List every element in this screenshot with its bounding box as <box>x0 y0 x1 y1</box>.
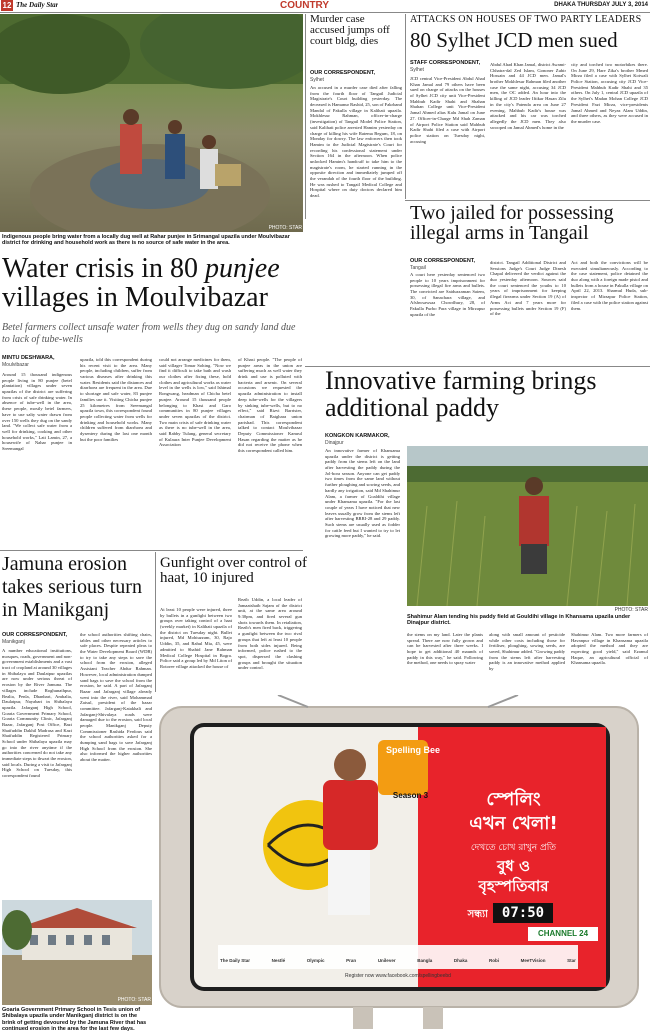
tangail-byline: OUR CORRESPONDENT, <box>410 258 476 264</box>
murder-byline: OUR CORRESPONDENT, <box>310 70 376 76</box>
jamuna-body-col2: the school authorities shifting chairs, tables and other necessary articles to safe places. Despite repeated pleas to the Water Development Board (WDB) to try to take any steps to save the school from the erosion, alleged Assistant Teacher Abdur Rahman. However, local administration dumped sand bags to save the school from the erosion, he said. A part of Jafarganj Bazar and Jafarganj village already went into the river, said Mohammad Zaisul, president of the bazar committee. Jafarganj-Katakhali and Jafarganj-Shivalaya roads were damaged due to the erosion, said local people. Manikganj Deputy Commissioner Rashida Ferdous said the school authorities asked for a dumping sand bags to save Jafarganj High School from the erosion. She also informed the higher authorities about the matter. <box>80 632 152 763</box>
page-header <box>0 0 650 13</box>
jamuna-photo <box>2 900 152 1005</box>
water-byline-block <box>2 355 72 371</box>
jamuna-byline: OUR CORRESPONDENT, <box>2 632 68 638</box>
gunfight-headline: Gunfight over control of haat, 10 injured <box>160 556 308 587</box>
jcd-kicker: ATTACKS ON HOUSES OF TWO PARTY LEADERS <box>410 14 642 25</box>
jcd-body-col2: Abdul Ahad Khan Jamal, district Awami-Chhatra-dal Zed Islam, Gononer Zubir Hossain and 44 JCD men. Jamal's brother Mokhlesur Rahman filed another case the same night, accusing 34 JCD men, the OC added. An hour into the killing of JCD leader Iftikar Hasan Zilu in the city's Patenda area on June 27 evening, Mahbub Kadir's house was attacked and his car was torched allegedly the JCD men. They also swooped on Jamal Ahmed's home in the <box>490 62 566 130</box>
murder-body: An accused in a murder case died after falling from the fourth floor of Tangail Judicial Magistrate's Court building yesterday. The deceased is Hamanur Rashid, 25, son of Fakrband Mandal of Pakulla village in Kalihati upazila. Mokhlesur Rahman, officer-in-charge (investigation) of Tangail Model Police Station, said Kalihati police arrested Hamim yesterday on charge of killing his wife Ratema Begum, 18, on Monday for dowry. The law enforcers then took Hamim to the Judicial Magistrate's Court for recording his confessional statement under Section 164 in the afternoon. When police unlocked Hamim's handcuff to take him to the magistrate's room, he started running in the opposite direction and immediately jumped off the verandah of the fourth floor of the building. He was rushed to Tangail Medical College and Hospital where on duty doctors declared him dead. <box>310 85 402 199</box>
paddy-photo-caption: Shahimur Alam tending his paddy field at Gouldihi village in Khansama upazila under Dinajpur district. <box>407 614 631 627</box>
murder-headline: Murder case accused jumps off court bldg, dies <box>310 14 390 48</box>
sponsor-4: Unilever <box>377 957 396 963</box>
col-rule-3 <box>155 552 156 692</box>
jcd-byline-block <box>410 60 485 74</box>
sponsor-6: Dhaka <box>453 957 468 963</box>
sponsor-9: Star <box>567 957 576 963</box>
murder-byline-block <box>310 70 402 84</box>
tangail-body-col1: A court here yesterday sentenced two people to 10 years imprisonment for possessing illegal fire arms and bullets. The convicted are Saiduzzaman Saiem, 30, of Sanachara village, and Afshwsawsaa Chowdhury, 28, of Pakulla Purbo Para village in Mirzapur upazila of the <box>410 272 485 317</box>
tangail-headline: Two jailed for possessing illegal arms in Tangail <box>410 203 614 245</box>
water-body-col1: Around 15 thousand indigenous people living in 80 punjee (betel plantation) villages under seven upazilas of the district are suffering from crisis of safe drinking water. In absence of tube-well in the area, these people, mostly betel farmers, have to use salty water drawn from over 150 wells they dug on the sandy land. "We collect safe water from a well for drinking, cooking and other household works," Lati Lamin, 27, a housewife of Nahar punjee in Sreemangal <box>2 372 72 451</box>
advert-channel: CHANNEL 24 <box>528 927 598 941</box>
paddy-body2-col1: the stems on my land. Later the plants spread. There are now fully grown and can be harvested after three weeks. I hope to get additional 40 maunds of paddy in this way," he said. Following the method, one needs to spray water <box>407 632 483 666</box>
advert-time: 07:50 <box>493 903 553 923</box>
water-photo-caption: Indigenous people bring water from a locally dug well at Rahar punjee in Srimangal upazila under Moulvibazar district for drinking and household work as there is no source of safe water in the area. <box>2 234 290 247</box>
paddy-photo-art <box>407 446 648 606</box>
water-headline-part1: Water crisis in 80 <box>2 255 206 284</box>
advert-time-label: সন্ধ্যা <box>467 909 488 920</box>
jamuna-photo-caption: Goaria Government Primary School in Tesis union of Shibalaya upazila under Manikganj district is on the brink of getting devoured by the Jamuna River that has continued erosion in the area for the last few days. <box>2 1007 147 1032</box>
paddy-body2-col3: Shahimur Alam. Two more farmers of Havanpur village in Khansama upazila adopted the method and they are expecting good yield," said Ezamul Haque, an agricultural official of Khansama upazila. <box>571 632 648 666</box>
jcd-body-col3: city and torched two motorbikes there. On June 29, Hare Zika's brother Mmed Mirza filed a case with Sylhet Kotwali Police Station, accusing city JCD Vice-President Mahbub Kadir Shahi and 35 others. On July 1, central JCD upazila of the Sylhet's Madan Mohan College JCD President Fazi Mirza, vice-presidents Jamal Ahmed and Neyaz Alam Uddin, and three others, as they were accused in the murder case. <box>571 62 648 124</box>
section-name: COUNTRY <box>280 0 330 11</box>
jcd-body-col1: JCD central Vice-President Abdul Ahad Khan Jamal and 79 others have been sued on charge of attacks on the houses of Sylhet JCD city unit Vice-President Mahbub Kadir Shahi and Shahan Shahan College unit Vice-President Jamal Ahmed alias Kalu Jamal on June 27. Officer-in-Charge Md Shah Zaman of Airport Police Station said Mahbub Kadir Shahi filed a case with Airport police station on Tuesday night, accusing <box>410 76 485 144</box>
paddy-photo <box>407 446 648 606</box>
col-rule-1 <box>305 14 306 219</box>
sponsor-0: The Daily Star <box>220 957 251 963</box>
paddy-headline: Innovative farming brings additional paddy <box>325 368 597 422</box>
tangail-body-col3: Act and both the convictions will be executed simultaneously. According to the case statement, police detained the duo along with a foreign made pistol and bullets from a house in Pakulla village on April 22, 2013. Sharmul Huda, sub-inspector of Mirzapur Police Station, filed a case with the police station against them. <box>571 260 648 311</box>
paddy-body-col1: An innovative farmer of Khansama upazila under the district is getting paddy from the stems left on the land after harvesting the paddy during the Jol-bora season. Anyone can get paddy two times from the same land without further ploughing and sowing seeds, and hardly any irrigation, said Md Shahimur Alam, a farmer of Goaldihi village under Khansama upazila. "For the last couple of years I have noticed that new leaves usually grow from the stems left after harvesting BRRI-28 and 29 paddy. Such stems are usually used as fodder for cattle feed but I wanted to try to let growing more paddy," he said. <box>325 448 400 539</box>
dateline: DHAKA THURSDAY JULY 3, 2014 <box>554 2 648 8</box>
sponsor-5: Bangla <box>417 957 433 963</box>
gunfight-body-col2: Rezib Uddin, a local leader of Jamaatshaib Sajam of the district unit, at the same area around 9:30pm, and fired several gun shots towards them. In retaliation, Rezib's men fired back, triggering a gunfight between the two rival groups that left at least 10 people from both sides injured. Being informed, police rushed to the spot, dispersed the clashing groups and brought the situation under control. <box>238 597 302 671</box>
advert <box>158 695 650 1036</box>
sponsor-8: MeeTVision <box>520 957 546 963</box>
advert-bengali-2: এখন খেলা! <box>469 813 558 831</box>
water-headline-italic: punjee <box>205 255 280 284</box>
murder-byline-place: Sylhet <box>310 76 324 83</box>
advert-brand[interactable]: Spelling Bee <box>385 745 440 755</box>
jamuna-photo-credit: PHOTO: STAR <box>117 997 151 1003</box>
tangail-byline-block <box>410 258 485 272</box>
jamuna-byline-block <box>2 632 72 646</box>
water-body-col3: could not arrange medicines for them, said villager Tomar Sohing. "Now we find it difficult to take bath and wash our clothes after fixing these, hold clothes and agricultural works as water level in the wells is low," said Ishimal Rongwang, headman of Chicha betel punjee. Around 15 thousand people belonging to Khasi and Garo communities in 80 punjee villages under seven upazilas of the district. Two main crisis of safe drinking water as there is no tube-well in the area, said Rabby Tulang, general secretary of Kulaura Inter Punjee Development Association <box>159 357 231 448</box>
sponsor-2: Olympic <box>306 957 325 963</box>
water-deck: Betel farmers collect unsafe water from wells they dug on sandy land due to lack of tube-wells <box>2 322 296 345</box>
advert-sponsors <box>220 953 576 967</box>
paper-name: The Daily Star <box>16 1 59 9</box>
gunfight-byline-block <box>160 598 240 606</box>
paddy-photo-credit: PHOTO: STAR <box>614 607 648 613</box>
paddy-body2-col2: along with small amount of pesticide while other costs including those for fertiliser, ploughing, sowing seeds, are saved, Shahimur added. "Growing paddy from the stems left after harvesting paddy is an innovative method applied by <box>489 632 565 672</box>
rule-h-3 <box>0 550 303 551</box>
paddy-byline-block <box>325 433 400 447</box>
water-photo-art <box>0 14 303 232</box>
col-rule-2 <box>405 14 406 199</box>
gunfight-body-col1: At least 10 people were injured, three by bullets in a gunfight between two groups over taking control of a haat (weekly market) in Kalihati upazila of the district on Tuesday night. Bullet injured, Md Mohiuzzam, 30, Rajo Uddin, 35, and Rahul Mia, 45, were admitted to Shahid Jane Rahman Medical College Hospital in Bogra. Police said a group led by Md Liton of Rotoree village attacked the house of <box>160 607 232 669</box>
advert-season: Season 3 <box>392 791 429 800</box>
water-body-col4: of Khasi people. "The people of punjee areas in the union are suffering much as well water they drink and use is polluted with bacteria and arsenic. On several occasions we requested the upazila administration to install deep tube-wells for the villagers by sinking tube-wells, but to no effect," said Rizvi Barrister, chairman of Baighara union parishad. This correspondent talked to contact Moulvibazar Deputy Commissioner Kamrul Hasan regarding the matter as he did not receive the phone when this correspondent called him. <box>238 357 302 453</box>
water-body-col2: upazila, told this correspondent during his recent visit to the area. Many people, including children, suffer from various diseases after drinking this water. Residents said the distances and diarrhoea are frequent in the area. Due to shortage and safe water, 83 punjee families use it. Visiting Chicha punjee 25 kilometres from Sreemangal upazila town, this correspondent found people collecting water from wells for drinking and household works. Many children suffered from diarrhoea and dysentery during the last one month but the poor families <box>80 357 152 442</box>
advert-bengali-4: বুধ ও <box>496 857 531 875</box>
tangail-body-col2: district. Tangail Additional District and Sessions Judge's Court Judge Dinesh Chapal delivered the verdict against the duo yesterday afternoon. Sources said the court sentenced the youths to 10 years of imprisonment for keeping illegal firearms under Section 19 (A) of Arms Act and 7 years more for possessing bullets under Section 19 (F) of the <box>490 260 566 317</box>
jcd-byline-place: Sylhet <box>410 66 424 73</box>
tangail-byline-place: Tangail <box>410 264 426 271</box>
advert-bengali-5: বৃহস্পতিবার <box>478 877 549 895</box>
rule-h-2 <box>305 366 650 367</box>
sponsor-3: Pran <box>346 957 357 963</box>
advert-bengali-1: স্পেলিং <box>486 789 541 807</box>
rule-h-1 <box>405 200 650 201</box>
water-photo <box>0 14 303 232</box>
advert-bengali-3: দেখতে চোখ রাখুন প্রতি <box>470 843 557 852</box>
paddy-byline: KONGKON KARMAKOR, <box>325 433 390 439</box>
sponsor-1: Nestlé <box>271 957 286 963</box>
jamuna-photo-art <box>2 900 152 1005</box>
water-headline <box>2 255 302 317</box>
sponsor-7: Robi <box>488 957 499 963</box>
jcd-headline: 80 Sylhet JCD men sued <box>410 30 618 52</box>
page-number: 12 <box>2 1 12 10</box>
jamuna-body-col1: A number educational institutions, mosques, roads, government and non-government establishments and a vast tract of cropland at around 30 villages in Shibalaya and Daulatpur upazilas are now under serious threat of erosion by the River Jamuna. The villages include Roghunathpur, Bealia, Penla, Dhanbari, Ambalia, Daulatpur, Nayabari in Shibalaya upazila. Jafarganj High School, Goaria Government Primary School, Goaria Community Clinic, Jafarganj Bazar, Jafarganj Post Office, Bazi Shaifuddin Dakhil Madrasa and Kazi Shaifuddin Registered Primary School under Shibalaya upazila may go into the river anytime if the authorities concerned do not take any immediate steps to thwart the erosion, said locals. During a visit to Jafarganj High School on Tuesday, this correspondent found <box>2 648 72 779</box>
paddy-byline-place: Dinajpur <box>325 439 344 446</box>
jamuna-byline-place: Manikganj <box>2 638 25 645</box>
water-headline-line2: villages in Moulvibazar <box>2 281 268 313</box>
jcd-byline: STAFF CORRESPONDENT, <box>410 60 481 66</box>
water-byline: MINTU DESHWARA, <box>2 355 55 361</box>
water-photo-credit: PHOTO: STAR <box>268 225 302 231</box>
advert-footer[interactable]: Register now www.facebook.com/spellingbeebd <box>345 973 451 979</box>
jamuna-headline: Jamuna erosion takes serious turn in Manikganj <box>2 553 142 621</box>
water-byline-place: Moulvibazar <box>2 361 29 368</box>
